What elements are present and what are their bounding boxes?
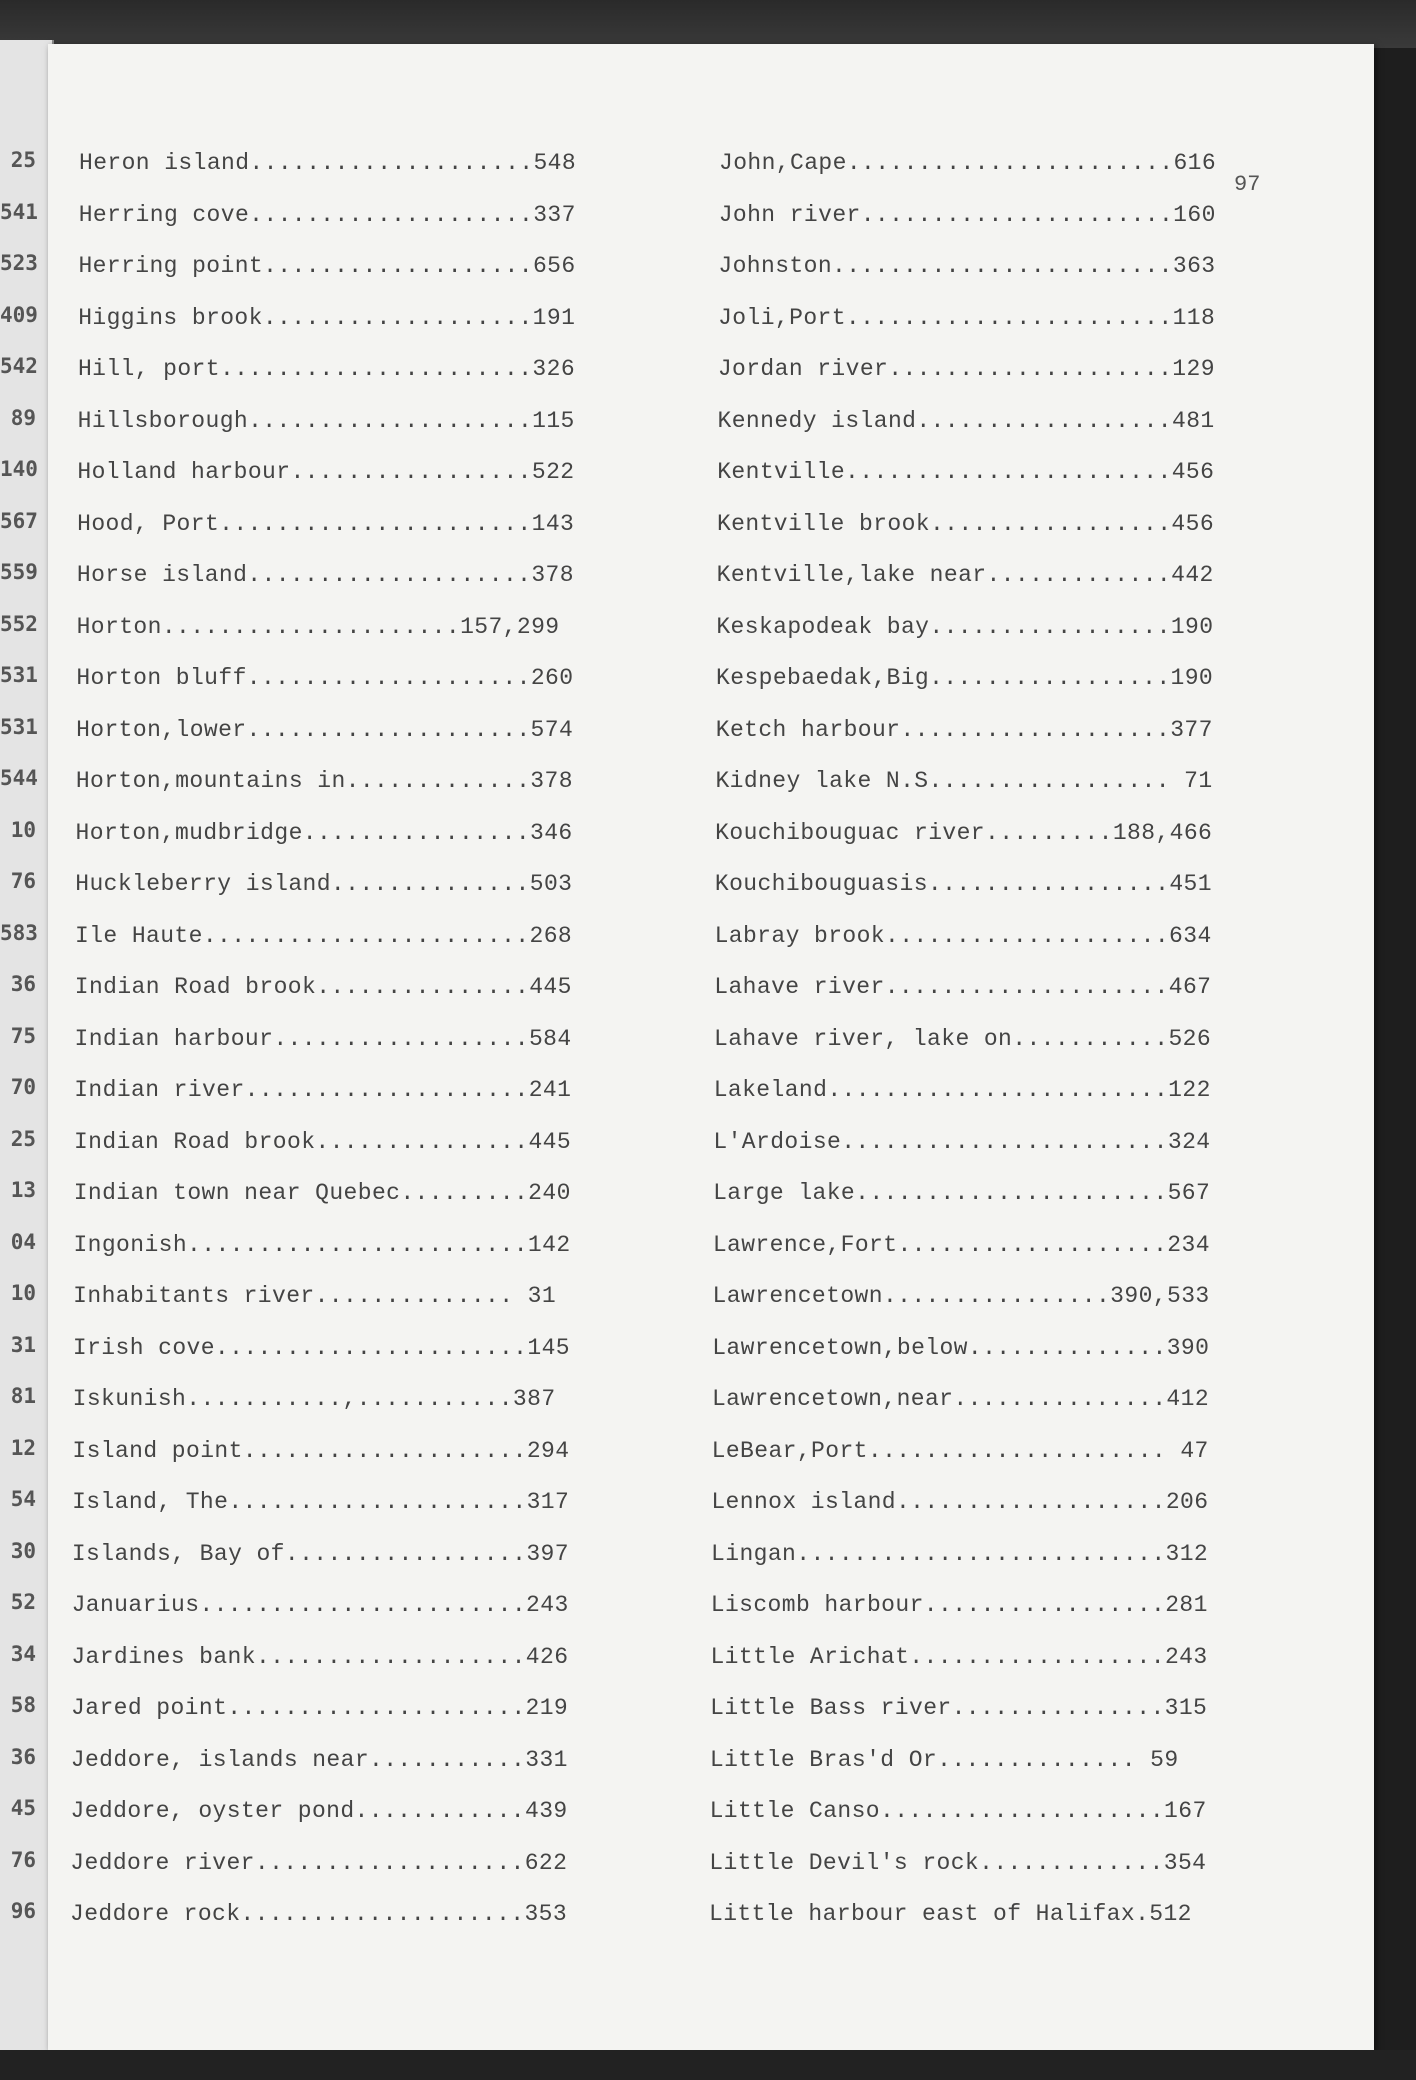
index-entry: Kennedy island..................481 (717, 407, 1215, 434)
index-entry: Januarius.......................243 (71, 1592, 569, 1618)
previous-page-number: 34 (10, 1641, 36, 1666)
index-entry: Joli,Port.......................118 (718, 304, 1216, 331)
index-entry: Huckleberry island..............503 (75, 871, 573, 897)
index-entry: Holland harbour.................522 (77, 459, 575, 485)
index-entry: Labray brook....................634 (714, 922, 1212, 949)
index-entry: Little Bras'd Or.............. 59 (709, 1746, 1179, 1773)
previous-page-number: 409 (0, 302, 38, 327)
index-entry: Horton bluff....................260 (76, 665, 574, 691)
index-entry: Hood, Port......................143 (77, 510, 575, 537)
index-entry: Kouchibouguac river.........188,466 (715, 819, 1213, 846)
previous-page-number: 52 (10, 1590, 36, 1614)
index-entry: Ketch harbour...................377 (715, 716, 1213, 743)
index-entry: Little Devil's rock.............354 (709, 1849, 1207, 1876)
index-entry: Jeddore rock....................353 (70, 1901, 568, 1927)
index-entry: Lawrencetown,below..............390 (712, 1334, 1210, 1361)
index-entry: Little Bass river...............315 (710, 1695, 1208, 1721)
index-entry: Kidney lake N.S................. 71 (715, 768, 1213, 794)
previous-page-number: 10 (10, 817, 36, 842)
previous-page-number: 10 (10, 1281, 36, 1305)
index-entry: Herring point...................656 (78, 253, 576, 279)
index-entry: Kentville.......................456 (717, 459, 1215, 485)
index-entry: Indian harbour..................584 (74, 1025, 572, 1052)
index-entry: Horse island....................378 (76, 562, 574, 588)
previous-page-number: 81 (10, 1384, 36, 1408)
index-entry: Jeddore, islands near...........331 (70, 1746, 568, 1773)
previous-page-number: 12 (10, 1435, 36, 1460)
page-number: 97 (1234, 172, 1261, 197)
index-entry: Island, The.....................317 (72, 1489, 570, 1515)
previous-page-number: 567 (0, 508, 38, 533)
index-entry: Horton.....................157,299 (76, 613, 560, 640)
index-entry: Little harbour east of Halifax.512 (709, 1901, 1192, 1927)
index-entry: L'Ardoise.......................324 (713, 1128, 1211, 1155)
index-entry: Indian Road brook...............445 (74, 974, 572, 1000)
index-entry: Ile Haute.......................268 (75, 922, 573, 949)
index-entry: Horton,mountains in.............378 (75, 768, 573, 794)
index-entry: Hill, port......................326 (77, 356, 576, 382)
index-entry: Herring cove....................337 (78, 201, 576, 228)
index-entry: Kouchibouguasis.................451 (714, 871, 1212, 897)
index-entry: Horton,mudbridge................346 (75, 819, 573, 846)
index-entry: Islands, Bay of.................397 (71, 1540, 569, 1567)
index-entry: Inhabitants river.............. 31 (73, 1283, 557, 1309)
previous-page-number: 583 (0, 920, 38, 945)
previous-page-number: 89 (10, 405, 36, 430)
previous-page-number: 552 (0, 611, 38, 636)
previous-page-number: 523 (0, 251, 38, 275)
previous-page-number: 544 (0, 766, 38, 790)
index-entry: Indian Road brook...............445 (73, 1128, 572, 1155)
scan-top-edge (0, 0, 1416, 48)
previous-page-number: 45 (10, 1796, 36, 1820)
index-entry: Lawrence,Fort...................234 (712, 1231, 1210, 1258)
previous-page-number: 75 (10, 1023, 36, 1048)
index-entry: Kentville brook.................456 (716, 510, 1215, 537)
index-entry: John river......................160 (718, 201, 1216, 228)
index-entry: Horton,lower....................574 (76, 716, 574, 743)
index-entry: Kentville,lake near.............442 (716, 562, 1214, 588)
index-entry: Johnston........................363 (718, 253, 1216, 279)
previous-page-number: 25 (10, 1126, 36, 1151)
previous-page-edge (0, 40, 54, 2080)
index-entry: Large lake......................567 (713, 1180, 1211, 1206)
previous-page-number: 76 (10, 869, 36, 893)
previous-page-number: 70 (10, 1075, 36, 1099)
index-entry: Lahave river....................467 (714, 974, 1212, 1000)
previous-page-number: 04 (10, 1229, 36, 1254)
index-entry: Indian town near Quebec.........240 (73, 1180, 571, 1206)
index-entry: Lingan..........................312 (711, 1540, 1209, 1567)
previous-page-number: 541 (0, 199, 38, 224)
index-entry: Irish cove......................145 (72, 1334, 570, 1361)
previous-page-number: 13 (10, 1178, 36, 1202)
previous-page-number: 58 (10, 1693, 36, 1717)
index-entry: Lahave river, lake on...........526 (714, 1025, 1212, 1052)
previous-page-number: 531 (0, 714, 38, 739)
previous-page-number: 54 (10, 1487, 36, 1511)
previous-page-number: 25 (10, 148, 36, 172)
index-entry: Lakeland........................122 (713, 1077, 1211, 1103)
previous-page-number: 96 (10, 1899, 36, 1923)
index-entry: Liscomb harbour.................281 (710, 1592, 1208, 1618)
index-entry: Jardines bank...................426 (71, 1643, 569, 1670)
previous-page-number: 559 (0, 560, 38, 584)
scan-bottom-edge (0, 2050, 1416, 2080)
index-entry: John,Cape.......................616 (719, 150, 1217, 176)
previous-page-number: 140 (0, 457, 38, 481)
index-entry: Lennox island...................206 (711, 1489, 1209, 1515)
index-page (48, 44, 1374, 2050)
previous-page-number: 542 (0, 354, 38, 378)
index-entry: Iskunish...........,...........387 (72, 1386, 556, 1412)
index-entry: Ingonish........................142 (73, 1231, 571, 1258)
index-entry: Jeddore, oyster pond............439 (70, 1798, 568, 1824)
index-entry: LeBear,Port..................... 47 (711, 1437, 1209, 1464)
index-entry: Heron island....................548 (79, 150, 577, 176)
index-entry: Little Canso....................167 (709, 1798, 1207, 1824)
index-entry: Higgins brook...................191 (78, 304, 576, 331)
index-entry: Kespebaedak,Big.................190 (716, 665, 1214, 691)
previous-page-number: 76 (10, 1847, 36, 1872)
index-entry: Lawrencetown................390,533 (712, 1283, 1210, 1309)
previous-page-number: 30 (10, 1538, 36, 1563)
index-entry: Little Arichat..................243 (710, 1643, 1208, 1670)
previous-page-number: 36 (10, 972, 36, 996)
index-entry: Jeddore river...................622 (70, 1849, 568, 1876)
index-entry: Hillsborough....................115 (77, 407, 575, 434)
previous-page-number: 531 (0, 663, 38, 687)
index-entry: Keskapodeak bay.................190 (716, 613, 1214, 640)
index-entry: Jared point.....................219 (71, 1695, 569, 1721)
index-entry: Island point....................294 (72, 1437, 570, 1464)
previous-page-number: 36 (10, 1744, 36, 1769)
previous-page-number: 31 (10, 1332, 36, 1357)
index-entry: Indian river....................241 (74, 1077, 572, 1103)
index-entry: Jordan river....................129 (717, 356, 1215, 382)
index-entry: Lawrencetown,near...............412 (711, 1386, 1210, 1412)
